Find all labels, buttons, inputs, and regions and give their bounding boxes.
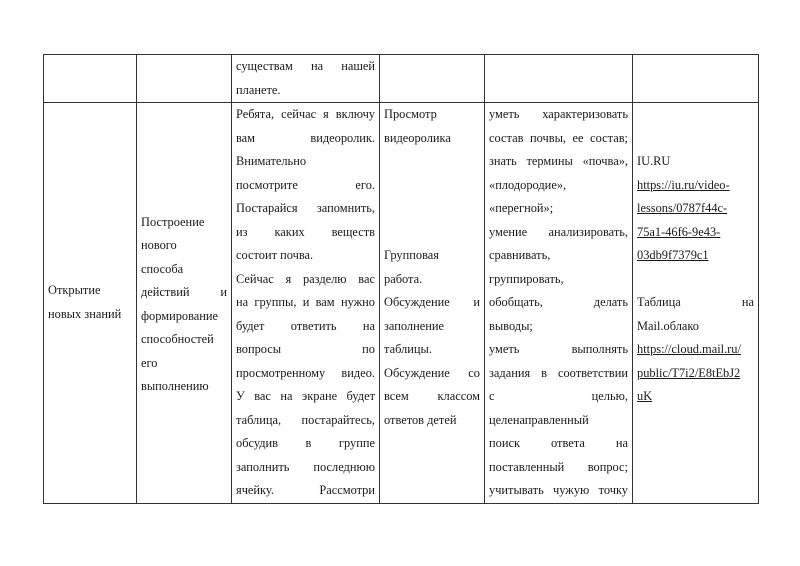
goal-text: нового xyxy=(141,238,177,253)
stage-text: Открытие xyxy=(48,283,101,298)
teacher-text: У вас на экране будет xyxy=(236,389,375,403)
resource-site-label: IU.RU xyxy=(637,154,671,168)
lesson-plan-table xyxy=(43,54,759,504)
goal-text: способностей xyxy=(141,332,214,347)
teacher-text: из каких веществ xyxy=(236,224,375,239)
goal-text: способа xyxy=(141,261,184,276)
link-line[interactable]: lessons/0787f44c- xyxy=(637,201,728,215)
student-text: заполнение xyxy=(384,318,444,333)
resource-table-label: Таблица на xyxy=(637,295,754,309)
outcome-text: поиск ответа на xyxy=(489,436,628,450)
cell-student-activity xyxy=(380,103,485,504)
cell-resources xyxy=(633,103,759,504)
student-text: всем классом xyxy=(384,389,480,403)
teacher-text: состоит почва. xyxy=(236,248,314,262)
outcome-text: состав почвы, ее состав; xyxy=(489,130,628,145)
teacher-text: просмотренному видео. xyxy=(236,365,375,380)
goal-text: формирование xyxy=(141,308,219,323)
student-text: таблицы. xyxy=(384,342,432,356)
student-text: Групповая xyxy=(384,248,439,262)
video-lesson-link[interactable] xyxy=(637,174,754,268)
link-line[interactable]: https://cloud.mail.ru/ xyxy=(637,342,741,356)
outcome-text: умение анализировать, xyxy=(489,224,628,239)
outcome-text: выводы; xyxy=(489,318,533,333)
link-line[interactable]: https://iu.ru/video- xyxy=(637,177,730,192)
goal-text: действий и xyxy=(141,285,227,300)
outcome-text: «плодородие», xyxy=(489,177,567,192)
outcome-text: уметь выполнять xyxy=(489,342,628,356)
teacher-text: Постарайся запомнить, xyxy=(236,201,375,215)
link-line[interactable]: public/T7i2/E8tEbJ2 xyxy=(637,365,741,380)
link-line[interactable]: 03db9f7379c1 xyxy=(637,248,709,262)
student-text: Обсуждение со xyxy=(384,365,480,380)
teacher-text: будет ответить на xyxy=(236,318,375,333)
student-text: Просмотр xyxy=(384,107,437,121)
cell-goal xyxy=(137,103,232,504)
link-line[interactable]: uK xyxy=(637,389,653,403)
teacher-text: Ребята, сейчас я включу xyxy=(236,107,375,121)
teacher-text: обсудив в группе xyxy=(236,436,375,450)
table-row-new-knowledge xyxy=(44,103,759,504)
cell-students-empty xyxy=(380,55,485,103)
teacher-text: посмотрите его. xyxy=(236,177,375,192)
spacer xyxy=(637,268,754,292)
outcome-text: учитывать чужую точку xyxy=(489,483,628,497)
outcome-text: с целью, xyxy=(489,389,628,403)
link-line[interactable]: 75a1-46f6-9e43- xyxy=(637,224,721,239)
spacer xyxy=(637,103,754,150)
outcome-text: уметь характеризовать xyxy=(489,107,628,121)
student-text: видеоролика xyxy=(384,130,451,145)
goal-text: выполнению xyxy=(141,379,209,394)
student-text: работа. xyxy=(384,271,423,286)
cell-goal-empty xyxy=(137,55,232,103)
cell-resources-empty xyxy=(633,55,759,103)
outcome-text: поставленный вопрос; xyxy=(489,459,628,474)
cell-stage-empty xyxy=(44,55,137,103)
goal-text: его xyxy=(141,355,158,370)
teacher-text: вопросы по xyxy=(236,342,375,356)
cell-learning-outcomes xyxy=(485,103,633,504)
resource-table-label: Mail.облако xyxy=(637,318,699,333)
stage-text: новых знаний xyxy=(48,306,122,321)
teacher-text: Сейчас я разделю вас xyxy=(236,271,375,286)
table-row-continued xyxy=(44,55,759,103)
student-text: Обсуждение и xyxy=(384,295,480,309)
outcome-text: задания в соответствии xyxy=(489,365,628,380)
cloud-table-link[interactable] xyxy=(637,338,754,409)
cell-stage xyxy=(44,103,137,504)
cell-outcomes-empty xyxy=(485,55,633,103)
outcome-text: целенаправленный xyxy=(489,412,589,427)
cell-teacher-continued xyxy=(232,55,380,103)
teacher-text: таблица, постарайтесь, xyxy=(236,412,375,427)
outcome-text: группировать, xyxy=(489,271,564,286)
outcome-text: «перегной»; xyxy=(489,201,554,215)
student-text: ответов детей xyxy=(384,412,457,427)
outcome-text: обобщать, делать xyxy=(489,295,628,309)
teacher-text: Внимательно xyxy=(236,154,307,168)
teacher-text: заполнить последнюю xyxy=(236,459,375,474)
cell-teacher-activity xyxy=(232,103,380,504)
teacher-text: ячейку. Рассмотри xyxy=(236,483,375,497)
teacher-text: вам видеоролик. xyxy=(236,130,375,145)
goal-text: Построение xyxy=(141,214,205,229)
spacer xyxy=(384,150,480,244)
text-line: планете. xyxy=(236,82,281,97)
text-line: существам на нашей xyxy=(236,59,375,73)
outcome-text: знать термины «почва», xyxy=(489,154,628,168)
teacher-text: на группы, и вам нужно xyxy=(236,295,375,309)
outcome-text: сравнивать, xyxy=(489,248,551,262)
